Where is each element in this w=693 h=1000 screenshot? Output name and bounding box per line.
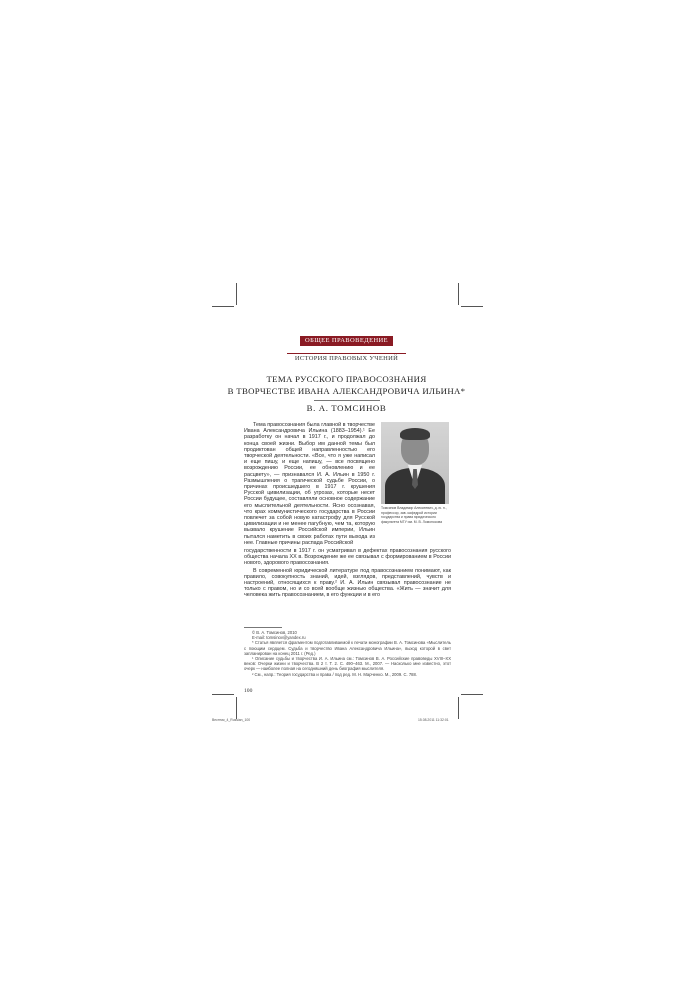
page-number: 100 — [244, 688, 253, 694]
article-title-line-2: В ТВОРЧЕСТВЕ ИВАНА АЛЕКСАНДРОВИЧА ИЛЬИНА* — [227, 386, 466, 396]
footnote-1: ¹ Описание судьбы и творчества И. А. Ильина см.: Томсинов В. А. Российские правоведы XVIII–XX веков: Очерки жизни и творчества. В 2 т. Т. 2. С. 490–463. М., 2007. — Насколько мне известно, этот очерк — наиболее полная на сегодняшний день биография мыслителя. — [244, 656, 451, 672]
crop-mark — [212, 694, 234, 695]
print-slug-right: 15.08.2011 11:32:01 — [418, 718, 449, 722]
email-line: E-mail: tomsinov@yandex.ru — [252, 635, 306, 641]
crop-mark — [236, 697, 237, 719]
body-paragraph-continuation: государственности в 1917 г. он усматривал в дефектах правосознания русского общества начала XX в. Возрождение же ее связывал с формированием в России нового, здорового правосознания. — [244, 548, 451, 567]
body-full-width — [244, 548, 451, 599]
body-column — [244, 422, 375, 546]
footnote-star: * Статья является фрагментом подготавливаемой к печати монографии В. А. Томсинова «Мыслитель с поющим сердцем. Судьба и творчество Ивана Александровича Ильина», выход которой в свет запланирован на конец 2011 г. (Ред.) — [244, 640, 451, 656]
author-photo — [381, 422, 449, 504]
photo-hair — [400, 428, 430, 440]
article-title-line-1: ТЕМА РУССКОГО ПРАВОСОЗНАНИЯ — [266, 374, 427, 384]
footnote-divider — [244, 627, 282, 628]
section-subrubric: ИСТОРИЯ ПРАВОВЫХ УЧЕНИЙ — [287, 353, 406, 363]
crop-mark — [461, 306, 483, 307]
crop-mark — [236, 283, 237, 305]
crop-mark — [461, 694, 483, 695]
title-divider — [314, 400, 380, 401]
article-author: В. А. ТОМСИНОВ — [306, 403, 387, 413]
footnote-2: ² См., напр.: Теория государства и права / под ред. М. Н. Марченко. М., 2009. С. 788. — [252, 671, 417, 677]
section-rubric: ОБЩЕЕ ПРАВОВЕДЕНИЕ — [300, 336, 393, 346]
body-paragraph: В современной юридической литературе под правосознанием понимают, как правило, совокупность знаний, идей, взглядов, представлений, чувств и настроений, относящихся к праву.² И. А. Ильин связывал правосознание не только с правом, но и со всей вообще жизнью общества. «Жить — значит для человека жить правосознанием, в его функции и в его — [244, 567, 451, 599]
copyright-line: © В. А. Томсинов, 2010 — [252, 630, 297, 635]
article-title — [0, 373, 693, 397]
crop-mark — [458, 283, 459, 305]
footnotes — [244, 630, 451, 677]
photo-caption: Томсинов Владимир Алексеевич, д. ю. н., профессор, зав. кафедрой истории государства и права юридического факультета МГУ им. М. В. Ломоносова — [381, 506, 447, 524]
section-header — [0, 329, 693, 365]
crop-mark — [458, 697, 459, 719]
print-slug-left: Вестник_4_Russian_100 — [212, 718, 251, 722]
body-paragraph: Тема правосознания была главной в творчестве Ивана Александровича Ильина (1883–1954).¹ Ее разработку он начал в 1917 г., и продолжал до конца своей жизни. Выбор им данной темы был продиктован общей направленностью его творческой деятельности. «Все, что я уже написал и еще пишу, и еще напишу, — все посвящено возрождению России, ее обновлению и ее расцвету», — признавался И. А. Ильин в 1950 г. Размышления о трагической судьбе России, о причинах происшедшего в 1917 г. крушения Русской цивилизации, об угрозах, которые несет России будущее, составляли основное содержание его мыслительной деятельности. Ясно осознавая, что крах коммунистического государства в России повлечет за собой новую катастрофу для Русской цивилизации и не менее пагубную, чем та, которую вызвало крушение Российской империи, Ильин пытался наметить в своих работах пути выхода из нее. Главные причины распада Российской — [244, 422, 375, 546]
crop-mark — [212, 306, 234, 307]
